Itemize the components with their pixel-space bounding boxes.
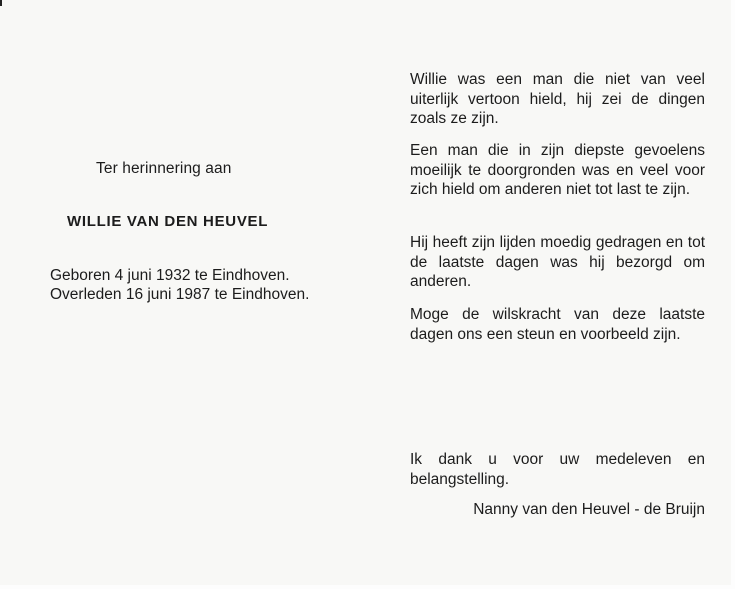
- bottom-edge: [0, 585, 735, 589]
- deceased-name: WILLIE VAN DEN HEUVEL: [67, 213, 269, 230]
- paragraph-character: Willie was een man die niet van veel uiterlijk vertoon hield, hij zei de dingen zoals ze zijn.: [410, 71, 705, 127]
- intro-text: Ter herinnering aan: [96, 160, 232, 177]
- right-edge: [731, 0, 735, 589]
- left-page: [0, 0, 367, 589]
- birth-line: Geboren 4 juni 1932 te Eindhoven.: [50, 267, 290, 284]
- paragraph-thanks: Ik dank u voor uw medeleven en belangstelling.: [410, 451, 705, 488]
- paragraph-willpower: Moge de wilskracht van deze laatste dagen ons een steun en voorbeeld zijn.: [410, 306, 705, 343]
- paragraph-suffering: Hij heeft zijn lijden moedig gedragen en tot de laatste dagen was hij bezorgd om anderen.: [410, 234, 705, 290]
- signature: Nanny van den Heuvel - de Bruijn: [473, 501, 705, 518]
- life-dates: [50, 266, 309, 304]
- death-line: Overleden 16 juni 1987 te Eindhoven.: [50, 286, 310, 303]
- paragraph-feelings: Een man die in zijn diepste gevoelens moeilijk te doorgronden was en veel voor zich hield om anderen niet tot last te zijn.: [410, 142, 705, 198]
